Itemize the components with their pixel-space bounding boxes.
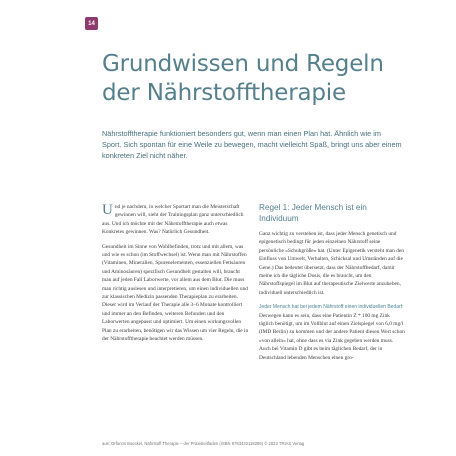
right-paragraph-2-text: Deswegen kann es sein, dass eine Patientin Z * 100 mg Zink täglich benötigt, um im Vollblut auf einen Zielspiegel von 6,0 mg/l (IMD Berlin) zu kommen und der andere Patient diesen Wert schon »von allein« hat, ohne dass es via Zink gegeben werden muss. Auch bei Vitamin D gibt es beim täglichen Bedarf, der in Deutschland lebenden Menschen einen gro- xyxy=(259,312,405,361)
left-paragraph-1 xyxy=(102,203,250,237)
left-column xyxy=(102,203,250,350)
footer-citation: aus: Orfanos Boeckel, Nährstoff Therapie – der Praxisleitfaden (ISBN 9783432118286) © 2023 TRIAS Verlag xyxy=(102,441,305,446)
drop-cap: U xyxy=(102,202,113,218)
intro-paragraph: Nährstofftherapie funktioniert besonders gut, wenn man einen Plan hat. Ähnlich wie im Sport. Sich spontan für eine Weile zu bewegen, macht vielleicht Spaß, bringt uns aber einem konkreten Ziel nicht näher. xyxy=(102,129,402,160)
emphasis-text: Jeder Mensch hat bei jedem Nährstoff einen individuellen Bedarf: xyxy=(259,304,404,311)
chapter-title: Grundwissen und Regeln der Nährstofftherapie xyxy=(102,51,384,106)
page-number-badge: 14 xyxy=(85,17,98,30)
right-paragraph-2 xyxy=(259,303,405,362)
right-column xyxy=(259,203,405,368)
rule-1-heading: Regel 1: Jeder Mensch ist ein Individuum xyxy=(259,203,367,223)
left-paragraph-2: Gesundheit im Sinne von Wohlbefinden, trotz und mit allem, was und wie es schon (im Stoffwechsel) ist. Wenn man mit Nährstoffen (Vitaminen, Mineralien, Spurenelementen, essenziellen Fettsäuren und Aminosäuren) spezifisch Gesundheit gestalten will, braucht man auf jeden Fall Laborwerte, vor allem aus dem Blut. Die muss man richtig auslesen und interpretieren, um einen individuellen und zur klassischen Medizin passenden Therapieplan zu erarbeiten. Dieser wird im Verlauf der Therapie alle 3–6 Monate kontrolliert und immer an den Befinden, weiteren Befunden und den Laborwerten angepasst und optimiert. Um einen wirkungsvollen Plan zu erarbeiten, benötigen wir das Wissen um vier Regeln, die in der Nährstofftherapie beachtet werden müssen. xyxy=(102,243,249,343)
left-paragraph-1-text: nd je nachdem, in welcher Sportart man die Meisterschaft gewinnen will, sieht der Trainingsplan ganz unterschiedlich aus. Und ich möchte mit der Nährstofftherapie auch etwas Konkretes gewinnen. Was? Natürlich Gesundheit. xyxy=(102,204,244,236)
right-paragraph-1: Ganz wichtig zu verstehen ist, dass jeder Mensch genetisch und epigenetisch bedingt für jeden einzelnen Nährstoff seine persönliche »Schuhgröße« hat. (Unter Epigenetik versteht man den Einfluss von Umwelt, Verhalten, Schicksal und Umständen auf die Gene.) Das bedeutet übersetzt, dass der Nährstoffbedarf, damit meine ich die tägliche Dosis, die es braucht, um den Nährstoffspiegel im Blut auf therapeutische Zielwerte anzuheben, individuell unterschiedlich ist. xyxy=(259,231,404,296)
